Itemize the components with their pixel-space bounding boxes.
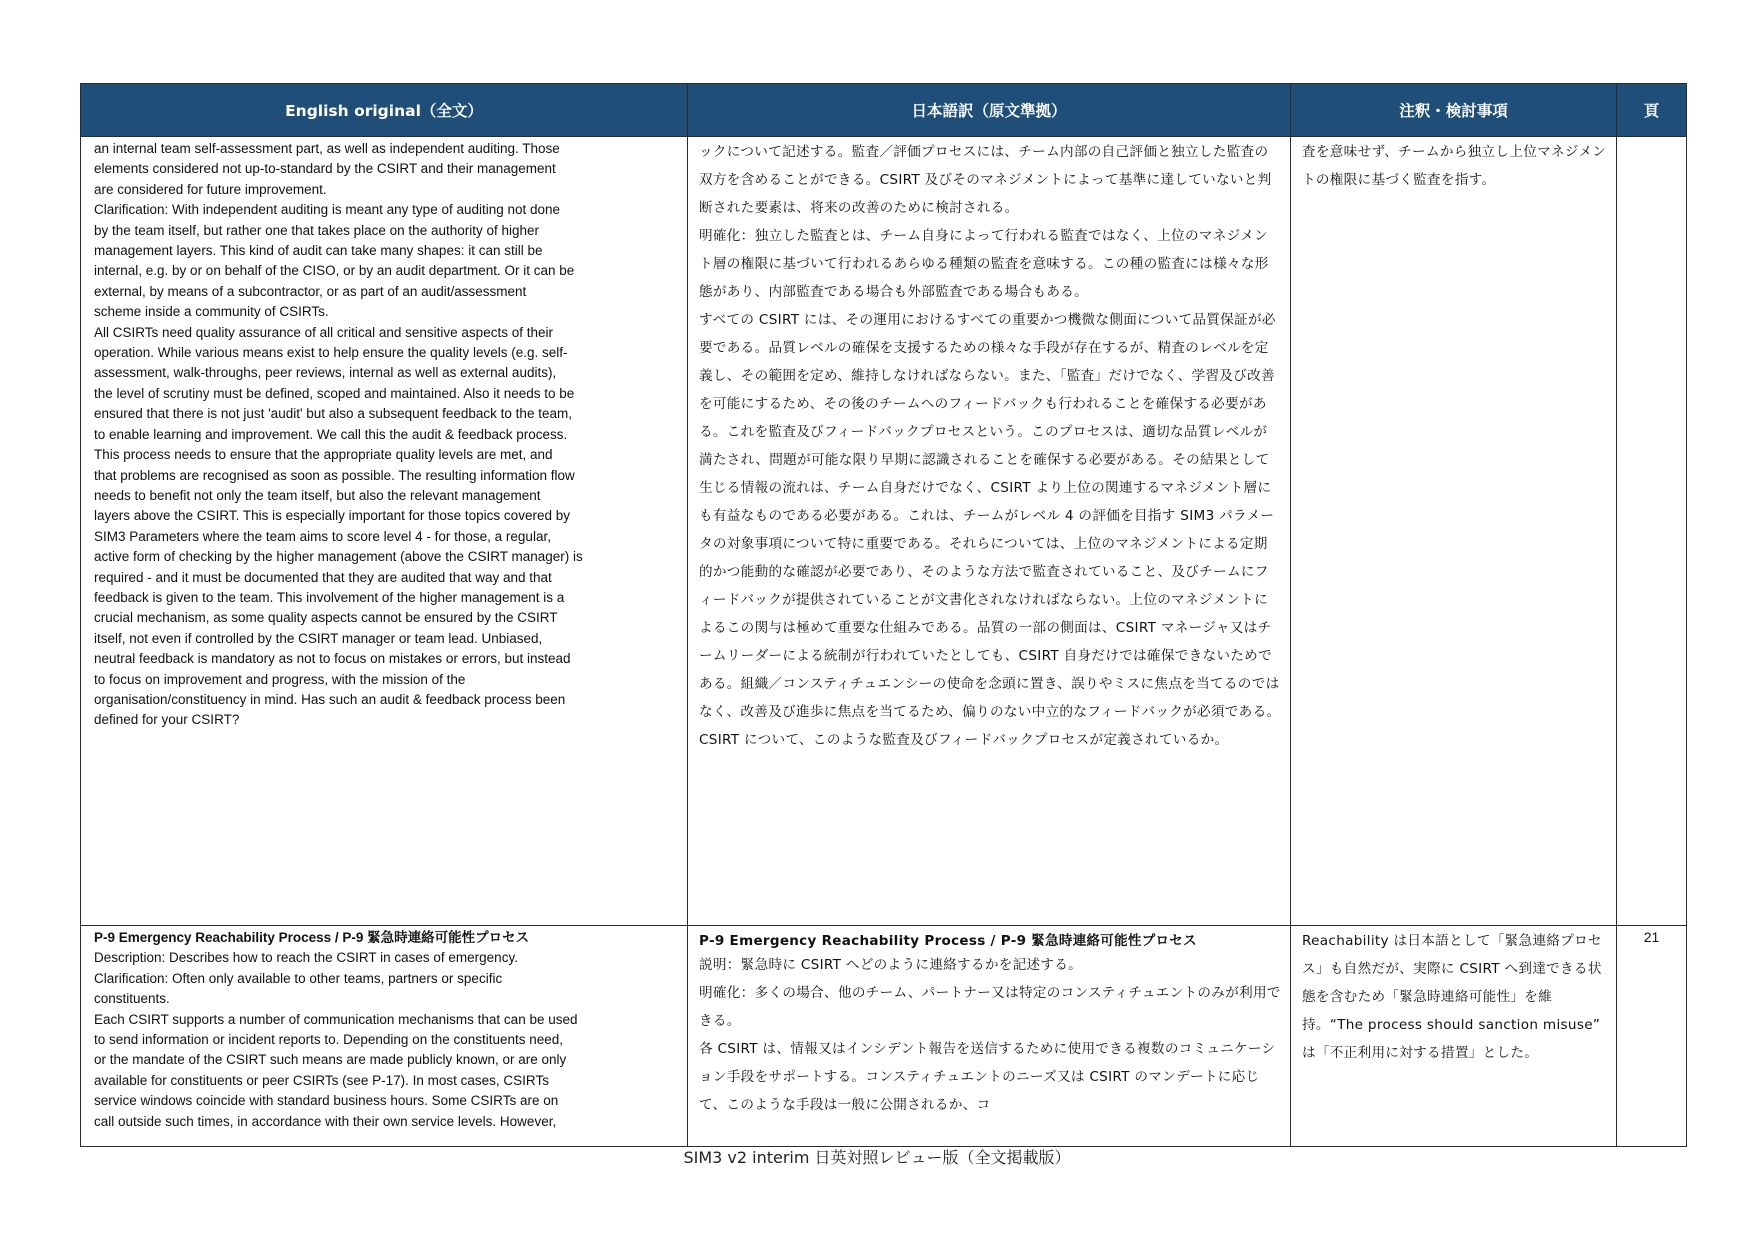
note-paragraph: Reachability は日本語として「緊急連絡プロセス」も自然だが、実際に CSIRT へ到達できる状態を含むため「緊急時連絡可能性」を維持。“The process should sanction misuse” は「不正利用に対する措置」とした。 bbox=[1302, 933, 1602, 1061]
notes-cell bbox=[1291, 137, 1617, 926]
table-header-row bbox=[81, 84, 1687, 137]
page-cell bbox=[1617, 137, 1687, 926]
header-english-original: English original（全文） bbox=[81, 84, 688, 137]
header-page: 頁 bbox=[1617, 84, 1687, 137]
note-text bbox=[1292, 927, 1615, 1143]
japanese-paragraph: 各 CSIRT は、情報又はインシデント報告を送信するために使用できる複数のコミュニケーション手段をサポートする。コンスティチュエントのニーズ又は CSIRT のマンデートに応じて、このような手段は一般に公開されるか、コ bbox=[699, 1041, 1276, 1113]
japanese-cell bbox=[688, 926, 1291, 1147]
japanese-cell bbox=[688, 137, 1291, 926]
bilingual-review-table bbox=[80, 83, 1687, 1147]
header-notes: 注釈・検討事項 bbox=[1291, 84, 1617, 137]
parameter-title-japanese: P-9 Emergency Reachability Process / P-9 緊急時連絡可能性プロセス bbox=[699, 933, 1197, 949]
note-paragraph: 査を意味せず、チームから独立し上位マネジメントの権限に基づく監査を指す。 bbox=[1302, 144, 1607, 188]
english-cell bbox=[81, 137, 688, 926]
english-text: Description: Describes how to reach the CSIRT in cases of emergency. Clarification: Often only available to other teams, partners or specific constituents. Each CSIRT supports a number of communication mechanisms that can be used to send information or incident reports to. Depending on the constituents need, or the mandate of the CSIRT such means are made publicly known, or are only available for constituents or peer CSIRTs (see P-17). In most cases, CSIRTs service windows coincide with standard business hours. Some CSIRTs are on call outside such times, in accordance with their own service levels. However, bbox=[94, 950, 578, 1129]
japanese-paragraph: すべての CSIRT には、その運用におけるすべての重要かつ機微な側面について品質保証が必要である。品質レベルの確保を支援するための様々な手段が存在するが、精査のレベルを定義し、その範囲を定め、維持しなければならない。また、「監査」だけでなく、学習及び改善を可能にするため、その後のチームへのフィードバックも行われることを確保する必要がある。これを監査及びフィードバックプロセスという。このプロセスは、適切な品質レベルが満たされ、問題が可能な限り早期に認識されることを確保する必要がある。その結果として生じる情報の流れは、チーム自身だけでなく、CSIRT より上位の関連するマネジメント層にも有益なものである必要がある。これは、チームがレベル 4 の評価を目指す SIM3 パラメータの対象事項について特に重要である。それらについては、上位のマネジメントによる定期的かつ能動的な確認が必要であり、そのような方法で監査されていること、及びチームにフィードバックが提供されていることが文書化されなければならない。上位のマネジメントによるこの関与は極めて重要な仕組みである。品質の一部の側面は、CSIRT マネージャ又はチームリーダーによる統制が行われていたとしても、CSIRT 自身だけでは確保できないためである。組織／コンスティチュエンシーの使命を念頭に置き、誤りやミスに焦点を当てるのではなく、改善及び進歩に焦点を当てるため、偏りのない中立的なフィードバックが必須である。CSIRT について、このような監査及びフィードバックプロセスが定義されているか。 bbox=[699, 312, 1281, 748]
document-footer: SIM3 v2 interim 日英対照レビュー版（全文掲載版） bbox=[683, 1148, 1071, 1167]
japanese-text bbox=[689, 927, 1289, 1143]
page-number bbox=[1618, 138, 1685, 140]
parameter-title-english: P-9 Emergency Reachability Process / P-9 緊急時連絡可能性プロセス bbox=[94, 930, 530, 945]
notes-cell bbox=[1291, 926, 1617, 1147]
japanese-paragraph: ックについて記述する。監査／評価プロセスには、チーム内部の自己評価と独立した監査の双方を含めることができる。CSIRT 及びそのマネジメントによって基準に達していないと判断された要素は、将来の改善のために検討される。 bbox=[699, 144, 1272, 216]
japanese-paragraph: 明確化：多くの場合、他のチーム、パートナー又は特定のコンスティチュエントのみが利用できる。 bbox=[699, 985, 1281, 1029]
english-cell bbox=[81, 926, 688, 1147]
header-japanese-translation: 日本語訳（原文準拠） bbox=[688, 84, 1291, 137]
english-text-block bbox=[82, 927, 686, 1144]
page-cell bbox=[1617, 926, 1687, 1147]
japanese-paragraph: 説明：緊急時に CSIRT へどのように連絡するかを記述する。 bbox=[699, 957, 1083, 973]
japanese-paragraph: 明確化：独立した監査とは、チーム自身によって行われる監査ではなく、上位のマネジメント層の権限に基づいて行われるあらゆる種類の監査を意味する。この種の監査には様々な形態があり、内部監査である場合も外部監査である場合もある。 bbox=[699, 228, 1269, 300]
table-row bbox=[81, 926, 1687, 1147]
page-number: 21 bbox=[1643, 929, 1660, 945]
japanese-text bbox=[689, 138, 1289, 754]
note-text bbox=[1292, 138, 1615, 194]
table-row bbox=[81, 137, 1687, 926]
english-text: an internal team self-assessment part, as well as independent auditing. Those elements considered not up-to-standard by the CSIRT and their management are considered for future improvement. Clarification: With independent auditing is meant any type of auditing not done by the team itself, but rather one that takes place on the authority of higher management layers. This kind of audit can take many shapes: it can still be internal, e.g. by or on behalf of the CISO, or by an audit department. Or it can be external, by means of a subcontractor, or as part of an audit/assessment scheme inside a community of CSIRTs. All CSIRTs need quality assurance of all critical and sensitive aspects of their operation. While various means exist to help ensure the quality levels (e.g. self- assessment, walk-throughs, peer reviews, internal as well as external audits), the level of scrutiny must be defined, scoped and maintained. Also it needs to be ensured that there is not just 'audit' but also a subsequent feedback to the team, to enable learning and improvement. We call this the audit & feedback process. This process needs to ensure that the appropriate quality levels are met, and that problems are recognised as soon as possible. The resulting information flow needs to benefit not only the team itself, but also the relevant management layers above the CSIRT. This is especially important for those topics covered by SIM3 Parameters where the team aims to score level 4 - for those, a regular, active form of checking by the higher management (above the CSIRT manager) is required - and it must be documented that they are audited that way and that feedback is given to the team. This involvement of the higher management is a crucial mechanism, as some quality aspects cannot be ensured by the CSIRT itself, not even if controlled by the CSIRT manager or team lead. Unbiased, neutral feedback is mandatory as not to focus on mistakes or errors, but instead to focus on improvement and progress, with the mission of the organisation/constituency in mind. Has such an audit & feedback process been defined for your CSIRT? bbox=[94, 141, 583, 728]
